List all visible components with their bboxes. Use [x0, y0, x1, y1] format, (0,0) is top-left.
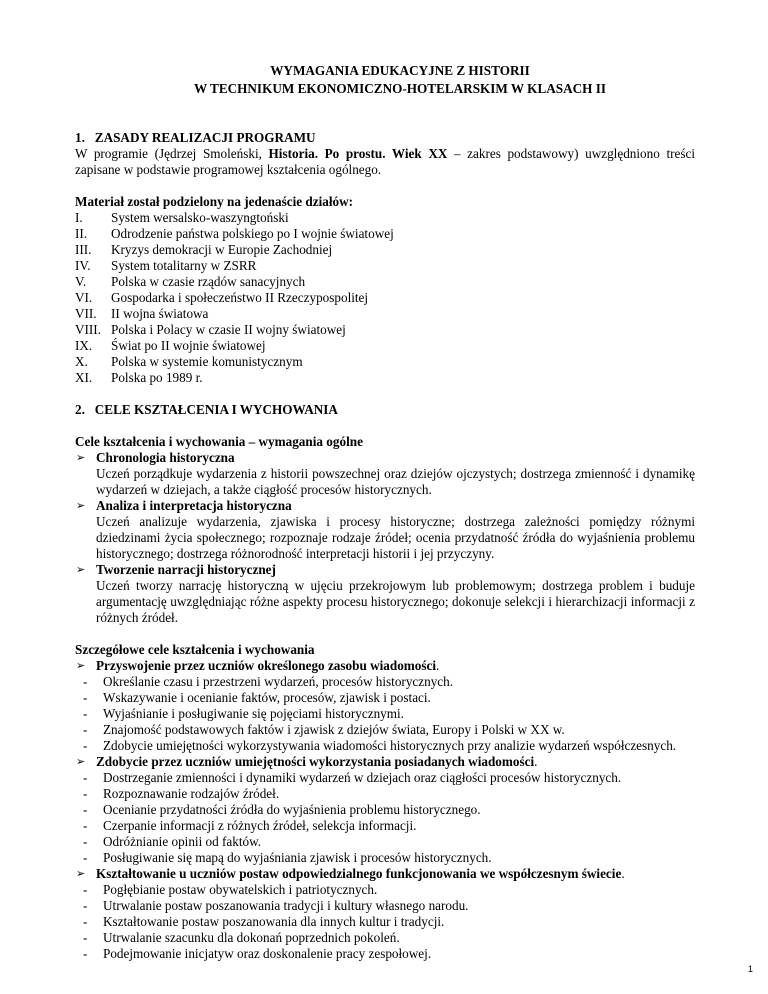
unit-item: VII. II wojna światowa — [75, 306, 209, 321]
general-goal-item: ➢ Tworzenie narracji historycznej Uczeń tworzy narrację historyczną w ujęciu przekrojowym lub problemowym; dostrzega problem i buduje argumentację uwzględniając różne aspekty procesu historycznego; dokonuje selekcji i hierarchizacji informacji z różnych źródeł. — [76, 562, 695, 625]
list-item: - Dostrzeganie zmienności i dynamiki wydarzeń w dziejach oraz ciągłości procesów historycznych. — [83, 770, 622, 785]
unit-item: VIII. Polska i Polacy w czasie II wojny światowej — [75, 322, 346, 337]
units-heading: Materiał został podzielony na jedenaście działów: — [75, 194, 353, 209]
list-item: - Utrwalanie szacunku dla dokonań poprzednich pokoleń. — [83, 930, 400, 945]
list-item: - Wyjaśnianie i posługiwanie się pojęciami historycznymi. — [83, 706, 404, 721]
arrow-bullet-icon: ➢ — [76, 868, 86, 880]
list-item: - Wskazywanie i ocenianie faktów, procesów, zjawisk i postaci. — [83, 690, 431, 705]
list-item: - Podejmowanie inicjatyw oraz doskonalenie pracy zespołowej. — [83, 946, 432, 961]
list-item: - Odróżnianie opinii od faktów. — [83, 834, 262, 849]
unit-item: III. Kryzys demokracji w Europie Zachodniej — [75, 242, 333, 257]
list-item: - Pogłębianie postaw obywatelskich i patriotycznych. — [83, 882, 378, 897]
unit-item: V. Polska w czasie rządów sanacyjnych — [75, 274, 306, 289]
program-intro: W programie (Jędrzej Smoleński, Historia. Po prostu. Wiek XX – zakres podstawowy) uwzględniono treści zapisane w podstawie programowej kształcenia ogólnego. — [75, 146, 695, 177]
list-item: - Ocenianie przydatności źródła do wyjaśnienia problemu historycznego. — [83, 802, 481, 817]
arrow-bullet-icon: ➢ — [76, 452, 86, 464]
program-book-title: Historia. Po prostu. Wiek XX — [268, 146, 448, 161]
arrow-bullet-icon: ➢ — [76, 660, 86, 672]
arrow-bullet-icon: ➢ — [76, 756, 86, 768]
title-line-2: W TECHNIKUM EKONOMICZNO-HOTELARSKIM W KLASACH II — [194, 81, 606, 96]
unit-item: X. Polska w systemie komunistycznym — [75, 354, 303, 369]
arrow-bullet-icon: ➢ — [76, 564, 86, 576]
list-item: - Czerpanie informacji z różnych źródeł, selekcja informacji. — [83, 818, 417, 833]
unit-item: XI. Polska po 1989 r. — [75, 370, 203, 385]
document-page — [75, 62, 695, 962]
list-item: - Określanie czasu i przestrzeni wydarzeń, procesów historycznych. — [83, 674, 454, 689]
detailed-goals-heading: Szczegółowe cele kształcenia i wychowania — [75, 642, 315, 657]
detailed-goal-group: ➢ Zdobycie przez uczniów umiejętności wykorzystania posiadanych wiadomości. — [76, 754, 538, 769]
section-1-heading: 1. ZASADY REALIZACJI PROGRAMU — [75, 130, 316, 145]
section-2-heading: 2. CELE KSZTAŁCENIA I WYCHOWANIA — [75, 402, 338, 417]
list-item: - Znajomość podstawowych faktów i zjawisk z dziejów świata, Europy i Polski w XX w. — [83, 722, 565, 737]
title-line-1: WYMAGANIA EDUKACYJNE Z HISTORII — [270, 63, 530, 78]
list-item: - Zdobycie umiejętności wykorzystywania wiadomości historycznych przy analizie wydarzeń współczesnych. — [83, 738, 677, 753]
unit-item: II. Odrodzenie państwa polskiego po I wojnie światowej — [75, 226, 394, 241]
unit-item: IX. Świat po II wojnie światowej — [75, 338, 266, 353]
arrow-bullet-icon: ➢ — [76, 500, 86, 512]
list-item: - Posługiwanie się mapą do wyjaśniania zjawisk i procesów historycznych. — [83, 850, 492, 865]
general-goal-item: ➢ Analiza i interpretacja historyczna Uczeń analizuje wydarzenia, zjawiska i procesy historyczne; dostrzega zależności pomiędzy różnymi dziedzinami życia społecznego; rozpoznaje rodzaje źródeł; ocenia przydatność źródła do wyjaśnienia problemu historycznego; dostrzega różnorodność interpretacji historii i jej przyczyny. — [76, 498, 695, 561]
list-item: - Rozpoznawanie rodzajów źródeł. — [83, 786, 280, 801]
list-item: - Utrwalanie postaw poszanowania tradycji i kultury własnego narodu. — [83, 898, 469, 913]
list-item: - Kształtowanie postaw poszanowania dla innych kultur i tradycji. — [83, 914, 445, 929]
document-title — [105, 62, 695, 98]
general-goal-item: ➢ Chronologia historyczna Uczeń porządkuje wydarzenia z historii powszechnej oraz dziejów ojczystych; dostrzega zmienność i dynamikę wydarzeń w dziejach, a także ciągłość procesów historycznych. — [76, 450, 695, 497]
detailed-goal-group: ➢ Przyswojenie przez uczniów określonego zasobu wiadomości. — [76, 658, 440, 673]
page-number: 1 — [747, 964, 753, 974]
units-list — [75, 210, 695, 386]
detailed-goal-group: ➢ Kształtowanie u uczniów postaw odpowiedzialnego funkcjonowania we współczesnym świecie. — [76, 866, 625, 881]
unit-item: VI. Gospodarka i społeczeństwo II Rzeczypospolitej — [75, 290, 369, 305]
unit-item: I. System wersalsko-waszyngtoński — [75, 210, 289, 225]
general-goals-heading: Cele kształcenia i wychowania – wymagania ogólne — [75, 434, 363, 449]
unit-item: IV. System totalitarny w ZSRR — [75, 258, 257, 273]
